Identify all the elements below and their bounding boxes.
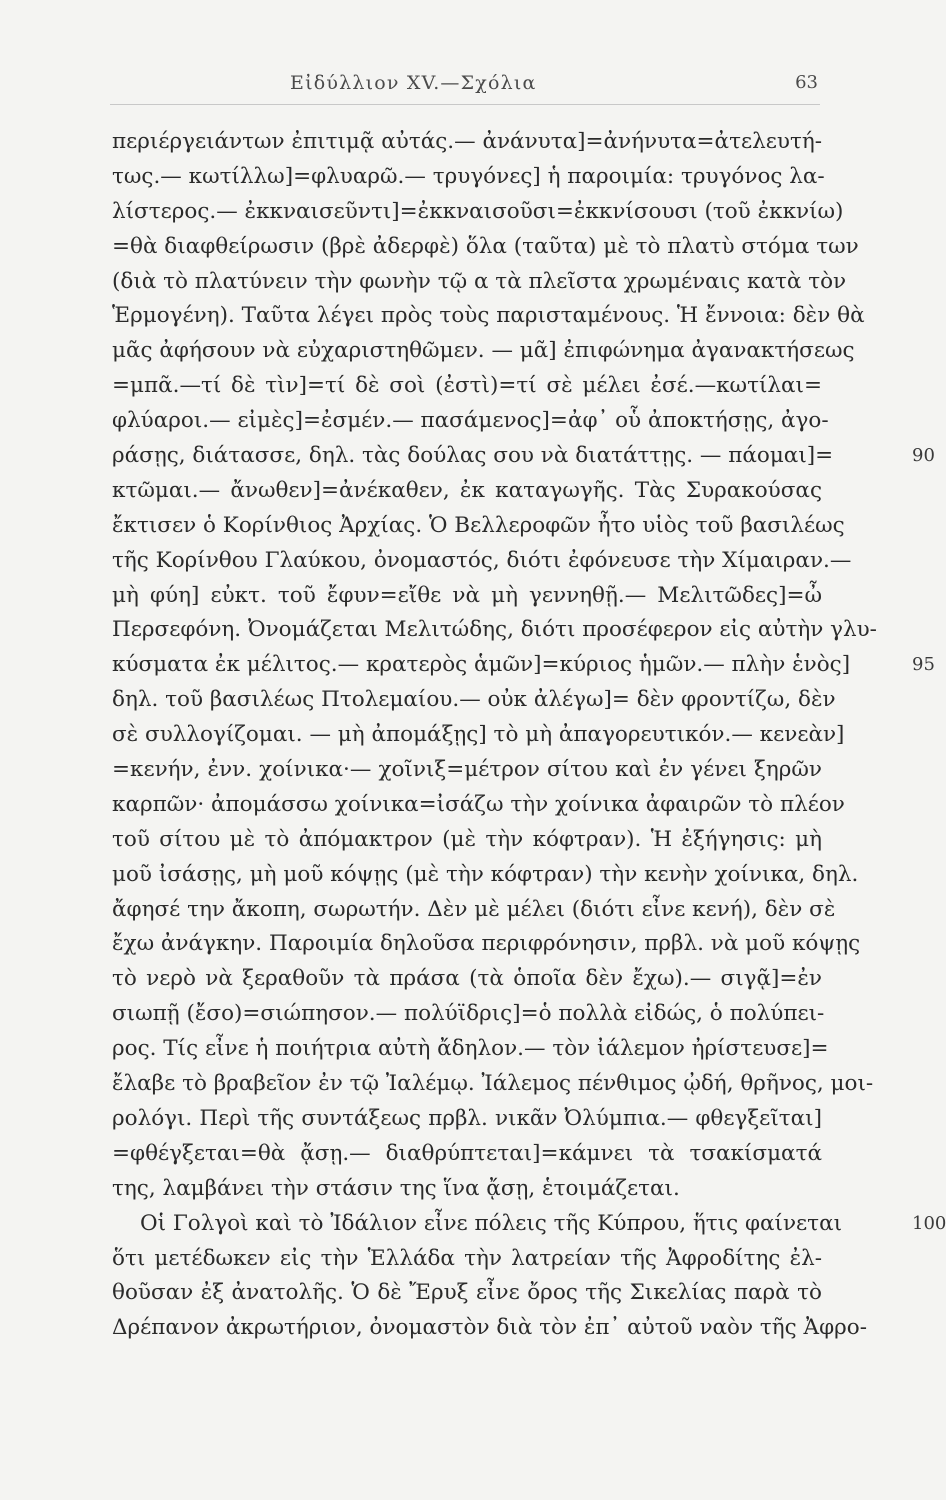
text-line-content: σιωπῇ (ἔσο)=σιώπησον.— πολύϊδρις]=ὁ πολλὰ εἰδώς, ὁ πολύπει- [112,1001,825,1027]
text-line [112,509,845,544]
text-line-content: ρος. Τίς εἶνε ἡ ποιήτρια αὐτὴ ἄδηλον.— τὸν ἰάλεμον ἠρίστευσε]= [112,1036,829,1062]
text-line-content: ἔχω ἀνάγκην. Παροιμία δηλοῦσα περιφρόνησιν, πρβλ. νὰ μοῦ κόψῃς [112,931,861,957]
text-line-content: θοῦσαν ἐξ ἀνατολῆς. Ὁ δὲ Ἔρυξ εἶνε ὄρος τῆς Σικελίας παρὰ τὸ [112,1280,822,1306]
text-line-content: =φθέγξεται=θὰ ᾄσῃ.— διαθρύπτεται]=κάμνει τὰ τσακίσματά [112,1140,822,1166]
text-line [112,579,822,614]
text-line-content: ἄφησέ την ἄκοπη, σωρωτήν. Δὲν μὲ μέλει (διότι εἶνε κενή), δὲν σὲ [112,896,836,922]
running-title: Εἰδύλλιον XV.—Σχόλια [290,72,537,94]
header-rule [110,104,820,105]
text-line-content: Οἱ Γολγοὶ καὶ τὸ Ἰδάλιον εἶνε πόλεις τῆς Κύπρου, ἥτις φαίνεται [140,1210,843,1236]
margin-line-number: 95 [912,654,935,676]
text-line-content: τὸ νερὸ νὰ ξεραθοῦν τὰ πράσα (τὰ ὁποῖα δὲν ἔχω).— σιγᾷ]=ἐν [112,966,822,992]
text-line-content: Δρέπανον ἀκρωτήριον, ὀνομαστὸν διὰ τὸν ἐπ᾽ αὐτοῦ ναὸν τῆς Ἀφρο- [112,1315,867,1341]
text-line-content: μοῦ ἰσάσῃς, μὴ μοῦ κόψῃς (μὲ τὴν κόφτραν) τὴν κενὴν χοίνικα, δηλ. [112,861,859,887]
commentary-text [112,125,946,1346]
text-line-content: Ἑρμογένη). Ταῦτα λέγει πρὸς τοὺς παρισταμένους. Ἡ ἔννοια: δὲν θὰ [112,303,865,329]
text-line [112,788,845,823]
text-line [112,1207,946,1242]
text-line [112,823,822,858]
page-header [0,70,936,100]
text-line [112,1311,867,1346]
text-line-content: φλύαροι.— εἰμὲς]=ἐσμέν.— πασάμενος]=ἀφ᾽ οὗ ἀποκτήσῃς, ἀγο- [112,408,829,434]
text-line [112,648,935,683]
text-line-content: περιέργειάντων ἐπιτιμᾷ αὐτάς.— ἀνάνυτα]=ἀνήνυτα=ἀτελευτή- [112,129,822,154]
text-line [112,613,877,648]
text-line [112,1137,822,1172]
text-line [112,1242,822,1277]
text-line-content: καρπῶν· ἀπομάσσω χοίνικα=ἰσάζω τὴν χοίνικα ἀφαιρῶν τὸ πλέον [112,791,845,817]
text-line [112,753,822,788]
text-line [112,1067,874,1102]
text-line-content: =θὰ διαφθείρωσιν (βρὲ ἀδερφὲ) ὅλα (ταῦτα) μὲ τὸ πλατὺ στόμα των [112,233,859,259]
text-line [112,334,855,369]
text-line [112,683,836,718]
text-line [112,1172,822,1207]
text-line [112,474,822,509]
text-line-content: τως.— κωτίλλω]=φλυαρῶ.— τρυγόνες] ἡ παροιμία: τρυγόνος λα- [112,163,825,189]
text-line-content: κτῶμαι.— ἄνωθεν]=ἀνέκαθεν, ἐκ καταγωγῆς. Τὰς Συρακούσας [112,477,822,503]
text-line-content: ρολόγι. Περὶ τῆς συντάξεως πρβλ. νικᾶν Ὀλύμπια.— φθεγξεῖται] [112,1105,822,1131]
text-line [112,718,845,753]
text-line [112,439,935,474]
text-line-content: λίστερος.— ἐκκναισεῦντι]=ἐκκναισοῦσι=ἐκκνίσουσι (τοῦ ἐκκνίω) [112,198,844,224]
text-line-content: =κενήν, ἐνν. χοίνικα·— χοῖνιξ=μέτρον σίτου καὶ ἐν γένει ξηρῶν [112,757,822,783]
text-line-content: =μπᾶ.—τί δὲ τὶν]=τί δὲ σοὶ (ἐστὶ)=τί σὲ μέλει ἐσέ.—κωτίλαι= [112,373,822,399]
text-line [112,299,865,334]
text-line [112,997,825,1032]
text-line [112,404,829,439]
text-line [112,962,822,997]
text-line [112,927,861,962]
page-number: 63 [795,72,818,93]
text-line [112,893,836,928]
text-line-content: ράσῃς, διάτασσε, δηλ. τὰς δούλας σου νὰ διατάττῃς. — πάομαι]= [112,443,834,469]
text-line [112,369,822,404]
margin-line-number: 100 [912,1212,946,1234]
text-line-content: μᾶς ἀφήσουν νὰ εὐχαριστηθῶμεν. — μᾶ] ἐπιφώνημα ἀγανακτήσεως [112,338,855,364]
text-line-content: της, λαμβάνει τὴν στάσιν της ἵνα ᾄσῃ, ἑτοιμάζεται. [112,1175,680,1201]
text-line-content: δηλ. τοῦ βασιλέως Πτολεμαίου.— οὐκ ἀλέγω]= δὲν φροντίζω, δὲν [112,687,836,713]
text-line [112,195,844,230]
text-line [112,230,859,265]
text-line-content: ὅτι μετέδωκεν εἰς τὴν Ἑλλάδα τὴν λατρείαν τῆς Ἀφροδίτης ἐλ- [112,1245,822,1271]
text-line-content: (διὰ τὸ πλατύνειν τὴν φωνὴν τῷ α τὰ πλεῖστα χρωμέναις κατὰ τὸν [112,268,847,294]
text-line-content: ἔλαβε τὸ βραβεῖον ἐν τῷ Ἰαλέμῳ. Ἰάλεμος πένθιμος ᾠδή, θρῆνος, μοι- [112,1071,874,1097]
text-line-content: Περσεφόνη. Ὀνομάζεται Μελιτώδης, διότι προσέφερον εἰς αὐτὴν γλυ- [112,617,877,643]
text-line [112,1102,822,1137]
text-line-content: τοῦ σίτου μὲ τὸ ἀπόμακτρον (μὲ τὴν κόφτραν). Ἡ ἐξήγησις: μὴ [112,826,822,852]
text-line-content: κύσματα ἐκ μέλιτος.— κρατερὸς ἁμῶν]=κύριος ἡμῶν.— πλὴν ἑνὸς] [112,652,851,678]
text-line [112,160,825,195]
text-line-content: μὴ φύη] εὐκτ. τοῦ ἔφυν=εἴθε νὰ μὴ γεννηθῇ.— Μελιτῶδες]=ὦ [112,582,822,608]
text-line [112,1032,829,1067]
text-line-content: σὲ συλλογίζομαι. — μὴ ἀπομάξῃς] τὸ μὴ ἀπαγορευτικόν.— κενεὰν] [112,722,845,748]
text-line-content: ἔκτισεν ὁ Κορίνθιος Ἀρχίας. Ὁ Βελλεροφῶν ἦτο υἱὸς τοῦ βασιλέως [112,512,845,538]
text-line [112,125,822,160]
text-line [112,1276,822,1311]
text-line [112,265,847,300]
text-line [112,544,852,579]
margin-line-number: 90 [912,445,935,467]
text-line-content: τῆς Κορίνθου Γλαύκου, ὀνομαστός, διότι ἐφόνευσε τὴν Χίμαιραν.— [112,547,852,573]
text-line [112,858,859,893]
